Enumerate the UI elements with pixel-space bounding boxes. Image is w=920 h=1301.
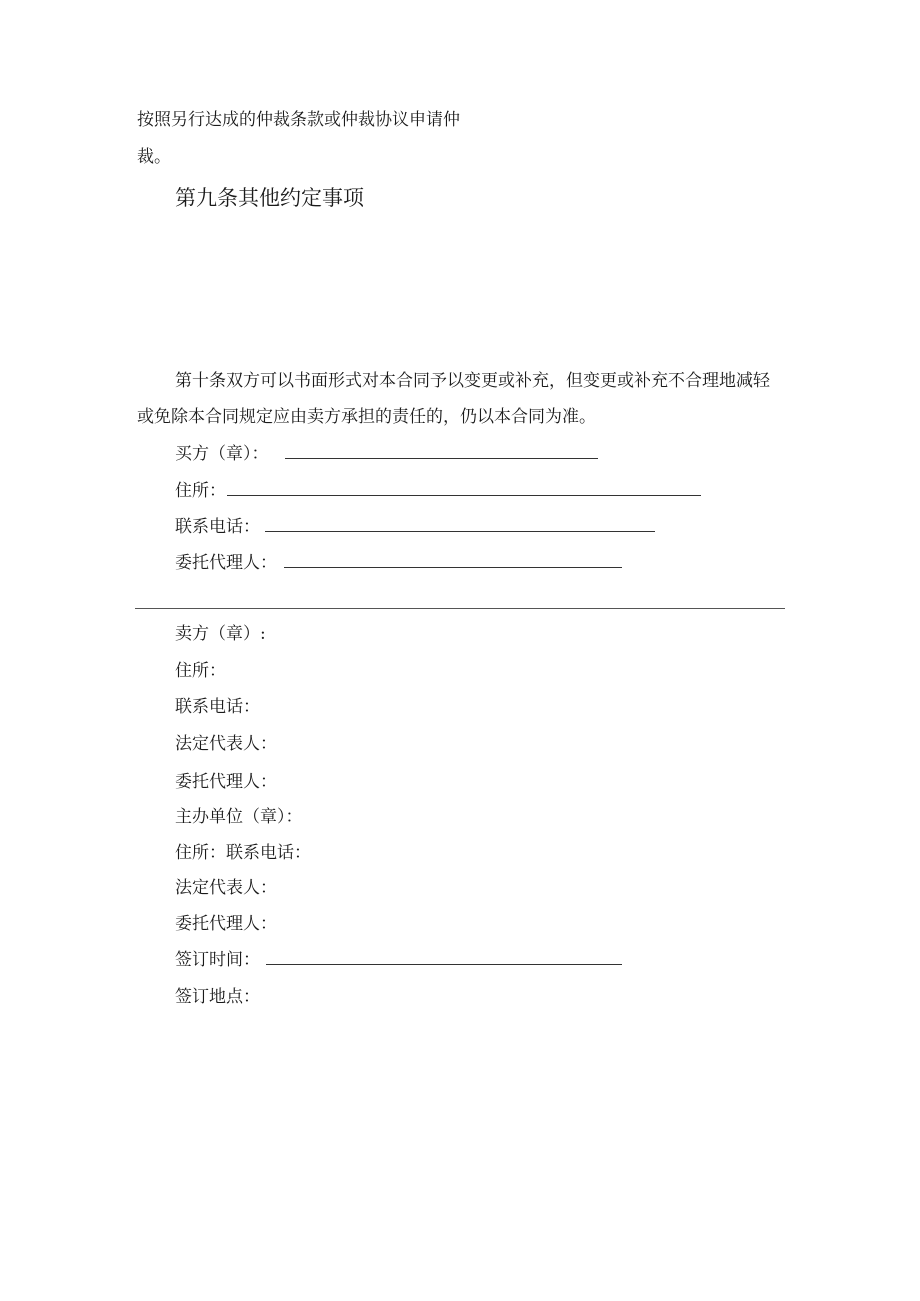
section-divider: [135, 608, 785, 609]
organizer-address-phone-label: 住所：联系电话：: [175, 843, 311, 863]
organizer-agent-label: 委托代理人：: [175, 914, 277, 934]
seller-agent-label: 委托代理人：: [175, 772, 277, 792]
seller-phone-label: 联系电话：: [175, 697, 260, 717]
continuation-text-line2: 裁。: [137, 147, 171, 167]
seller-legal-rep-label: 法定代表人：: [175, 734, 277, 754]
seller-party-label: 卖方（章）:: [175, 624, 266, 644]
buyer-agent-field[interactable]: [284, 567, 622, 568]
buyer-party-field[interactable]: [285, 458, 598, 459]
article10-text-line2: 或免除本合同规定应由卖方承担的责任的，仍以本合同为准。: [137, 407, 596, 427]
signing-place-label: 签订地点：: [175, 987, 260, 1007]
buyer-address-label: 住所：: [175, 481, 226, 501]
article9-heading: 第九条其他约定事项: [175, 186, 364, 210]
buyer-phone-field[interactable]: [265, 531, 655, 532]
buyer-phone-label: 联系电话：: [175, 517, 260, 537]
buyer-party-label: 买方（章）：: [175, 444, 269, 464]
article10-text-line1: 第十条双方可以书面形式对本合同予以变更或补充，但变更或补充不合理地减轻: [175, 371, 770, 391]
buyer-agent-label: 委托代理人：: [175, 553, 277, 573]
seller-address-label: 住所：: [175, 661, 226, 681]
buyer-address-field[interactable]: [227, 495, 701, 496]
organizer-party-label: 主办单位（章）：: [175, 807, 303, 827]
organizer-legal-rep-label: 法定代表人：: [175, 878, 277, 898]
signing-time-field[interactable]: [266, 964, 622, 965]
signing-time-label: 签订时间：: [175, 950, 260, 970]
continuation-text-line1: 按照另行达成的仲裁条款或仲裁协议申请仲: [137, 110, 460, 130]
